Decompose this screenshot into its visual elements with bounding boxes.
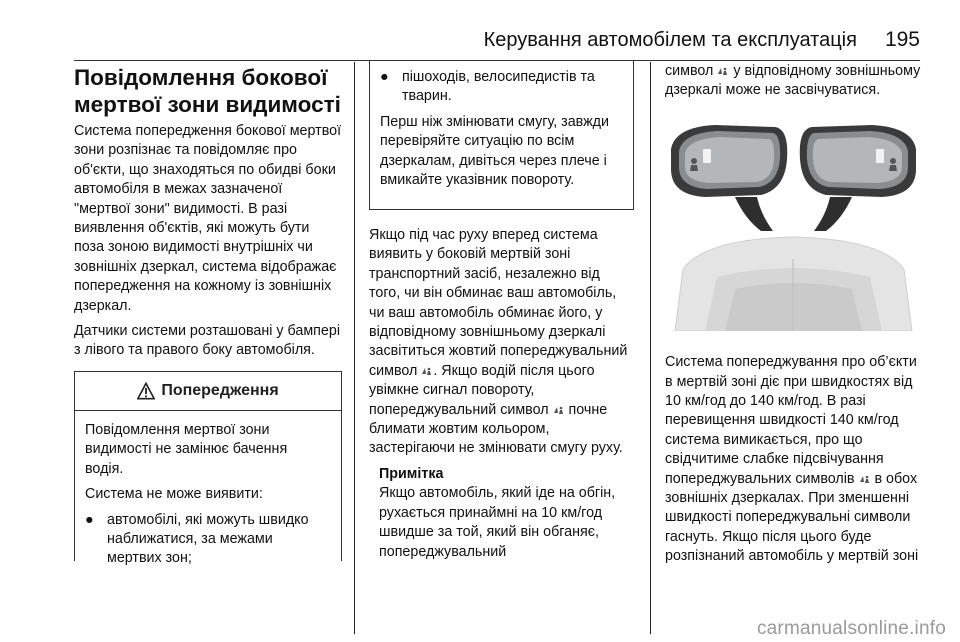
section-heading: Повідомлення бокової мертвої зони видимості xyxy=(74,65,341,117)
text-span: символ xyxy=(665,63,718,79)
detection-paragraph xyxy=(369,226,634,459)
warning-text-1: Повідомлення мертвої зони видимості не замінює бачення водія. xyxy=(85,421,288,477)
note-title: Примітка xyxy=(379,465,444,482)
sensor-paragraph: Датчики системи розташовані у бампері з лівого та правого боку автомобіля. xyxy=(74,323,340,359)
blind-spot-symbol-icon xyxy=(859,474,871,484)
blind-spot-symbol-icon xyxy=(717,66,729,76)
text-span: Якщо під час руху вперед система виявить у боковій мертвій зоні транспортний засіб, незалежно від того, чи він обминає ваш автомобіль, чи ваш автомобіль обминає його, у відповідному зовнішньому дзеркалі засвітиться жовтий попереджувальний символ xyxy=(369,227,628,379)
warning-box-continued xyxy=(369,60,634,210)
column-divider-2 xyxy=(650,62,651,634)
list-item xyxy=(380,60,623,107)
warning-body xyxy=(75,411,341,569)
warning-box-text: Перш ніж змінювати смугу, завжди перевіряйте ситуацію по всім дзеркалам, дивіться через плече і вмикайте указівник повороту. xyxy=(380,113,609,189)
warning-text-2: Система не може виявити: xyxy=(85,486,263,503)
page-number: 195 xyxy=(884,28,920,51)
watermark: carmanualsonline.info xyxy=(756,618,946,639)
bullet-icon: ● xyxy=(85,511,94,528)
page-header xyxy=(74,28,920,54)
note-body: Якщо автомобіль, який іде на обгін, рухається принаймні на 10 км/год швидше за той, який він обганяє, попереджувальний xyxy=(379,485,616,560)
blind-spot-symbol-icon xyxy=(421,366,433,376)
header-title: Керування автомобілем та експлуатація xyxy=(483,29,857,51)
intro-paragraph: Система попередження бокової мертвої зони розпізнає та повідомляє про об'єкти, що знаходяться по обидві боки автомобіля в межах зазначеної "мертвої зони" видимості. В разі виявлення об'єктів, які можуть бути поза зоною видимості внутрішніх чи зовнішніх дзеркал, система відображає попередження на кожному із зовнішніх дзеркал. xyxy=(74,123,342,314)
blind-spot-symbol-icon xyxy=(553,405,565,415)
text-span: почне блимати жовтим кольором, застерігаючи не змінювати смугу руху. xyxy=(369,401,623,457)
mirrors-illustration xyxy=(665,119,922,331)
bullet-icon: ● xyxy=(380,69,389,85)
warning-header xyxy=(75,372,341,411)
list-item-text: автомобілі, які можуть швидко наближатися, за межами мертвих зон; xyxy=(107,511,309,567)
list-item-text: пішоходів, велосипедистів та тварин. xyxy=(402,69,595,105)
column-divider-1 xyxy=(354,62,355,634)
warning-triangle-icon xyxy=(137,382,155,400)
list-item xyxy=(85,511,329,569)
warning-title: Попередження xyxy=(161,382,279,400)
column-3 xyxy=(665,62,925,573)
warning-box xyxy=(74,371,342,567)
speed-range-paragraph xyxy=(665,353,925,566)
note-continuation xyxy=(665,62,925,101)
text-span: в обох зовнішніх дзеркалах. При зменшенні швидкості попереджувальні символи гаснуть. Якщо після цього буде розпізнаний автомобіль у мертвій зоні xyxy=(665,470,919,565)
column-2 xyxy=(369,60,634,562)
column-1 xyxy=(74,58,342,567)
text-span: Система попереджування про об’єкти в мертвій зоні діє при швидкостях від 10 км/год до 140 км/год. В разі перевищення швидкості 140 км/год система вимикається, про що свідчитиме слабке підсвічування попереджувальних символів xyxy=(665,354,917,487)
text-span: у відповідному зовнішньому дзеркалі може не засвічуватися. xyxy=(665,63,921,99)
text-span: . Якщо водій після цього увімкне сигнал повороту, попереджувальний символ xyxy=(369,362,595,418)
